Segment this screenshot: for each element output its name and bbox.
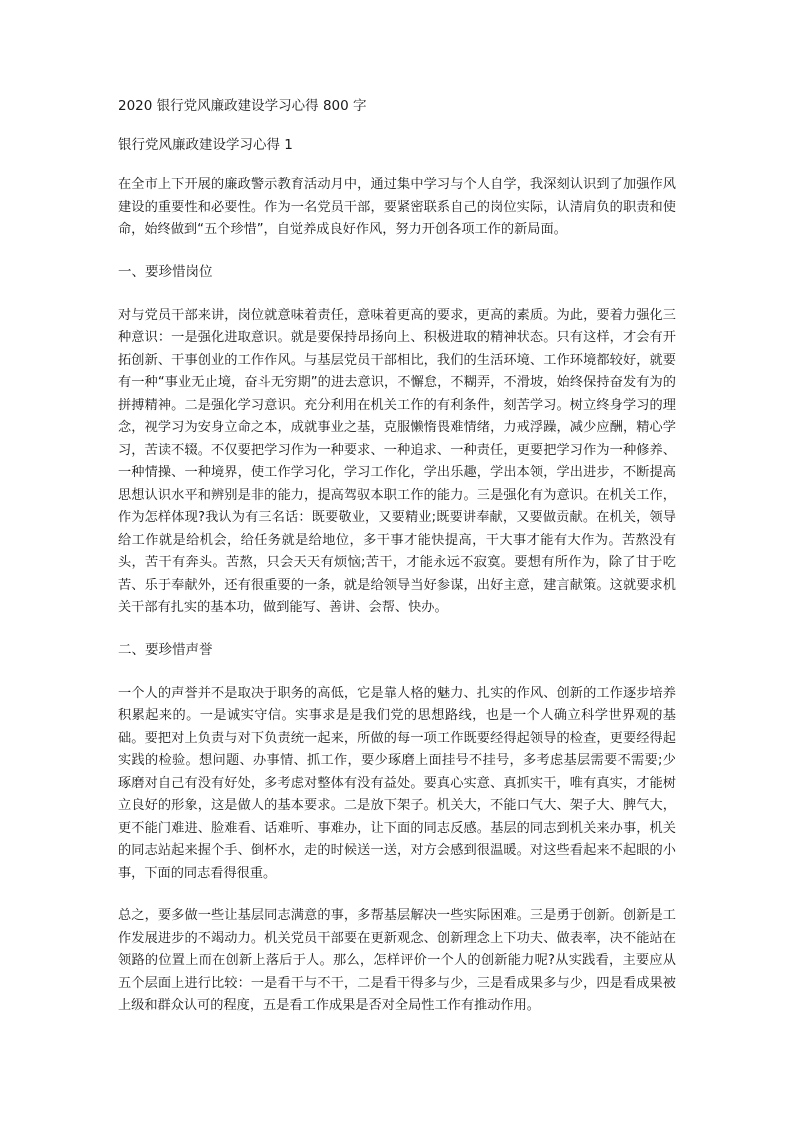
section-heading-1: 一、要珍惜岗位: [118, 263, 213, 280]
section-1-paragraph: 对与党员干部来讲，岗位就意味着责任，意味着更高的要求，更高的素质。为此，要着力强化三种意识：一是强化进取意识。就是要保持昂扬向上、积极进取的精神状态。只有这样，才会有开拓创新、干事创业的工作作风。与基层党员干部相比，我们的生活环境、工作环境都较好，就要有一种“事业无止境，奋斗无穷期”的进去意识，不懈怠，不糊弄，不滑坡，始终保持奋发有为的拼搏精神。二是强化学习意识。充分利用在机关工作的有利条件，刻苦学习。树立终身学习的理念，视学习为安身立命之本，成就事业之基，克服懒惰畏难情绪，力戒浮躁，减少应酬，精心学习，苦读不辍。不仅要把学习作为一种要求、一种追求、一种责任，更要把学习作为一种修养、一种情操、一种境界，使工作学习化，学习工作化，学出乐趣，学出本领，学出进步，不断提高思想认识水平和辨别是非的能力，提高驾驭本职工作的能力。三是强化有为意识。在机关工作，作为怎样体现?我认为有三名话：既要敬业，又要精业;既要讲奉献，又要做贡献。在机关，领导给工作就是给机会，给任务就是给地位，多干事才能快提高，干大事才能有大作为。苦熬没有头，苦干有奔头。苦熬，只会天天有烦恼;苦干，才能永远不寂寞。要想有所作为，除了甘于吃苦、乐于奉献外，还有很重要的一条，就是给领导当好参谋，出好主意，建言献策。这就要求机关干部有扎实的基本功，做到能写、善讲、会帮、快办。: [118, 307, 676, 615]
section-heading-2: 二、要珍惜声誉: [118, 641, 213, 658]
document-title: 2020 银行党风廉政建设学习心得 800 字: [118, 98, 367, 114]
conclusion-paragraph: 总之，要多做一些让基层同志满意的事，多帮基层解决一些实际困难。三是勇于创新。创新是工作发展进步的不竭动力。机关党员干部要在更新观念、创新理念上下功夫、做表率，决不能站在领路的位置上而在创新上落后于人。那么，怎样评价一个人的创新能力呢?从实践看，主要应从五个层面上进行比较：一是看干与不干，二是看干得多与少，三是看成果多与少，四是看成果被上级和群众认可的程度，五是看工作成果是否对全局性工作有推动作用。: [118, 908, 676, 1013]
section-2-paragraph: 一个人的声誉并不是取决于职务的高低，它是靠人格的魅力、扎实的作风、创新的工作逐步培养积累起来的。一是诚实守信。实事求是是我们党的思想路线，也是一个人确立科学世界观的基础。要把对上负责与对下负责统一起来，所做的每一项工作既要经得起领导的检查，更要经得起实践的检验。想问题、办事情、抓工作，要少琢磨上面挂号不挂号，多考虑基层需要不需要;少琢磨对自己有没有好处，多考虑对整体有没有益处。要真心实意、真抓实干，唯有真实，才能树立良好的形象，这是做人的基本要求。二是放下架子。机关大，不能口气大、架子大、脾气大，更不能门难进、脸难看、话难听、事难办，让下面的同志反感。基层的同志到机关来办事，机关的同志站起来握个手、倒杯水，走的时候送一送，对方会感到很温暖。对这些看起来不起眼的小事，下面的同志看得很重。: [118, 685, 676, 881]
intro-paragraph: 在全市上下开展的廉政警示教育活动月中，通过集中学习与个人自学，我深刻认识到了加强作风建设的重要性和必要性。作为一名党员干部，要紧密联系自己的岗位实际，认清肩负的职责和使命，始终做到“五个珍惜”，自觉养成良好作风，努力开创各项工作的新局面。: [118, 177, 676, 237]
document-subtitle: 银行党风廉政建设学习心得 1: [118, 137, 293, 153]
document-page: [118, 96, 676, 1038]
